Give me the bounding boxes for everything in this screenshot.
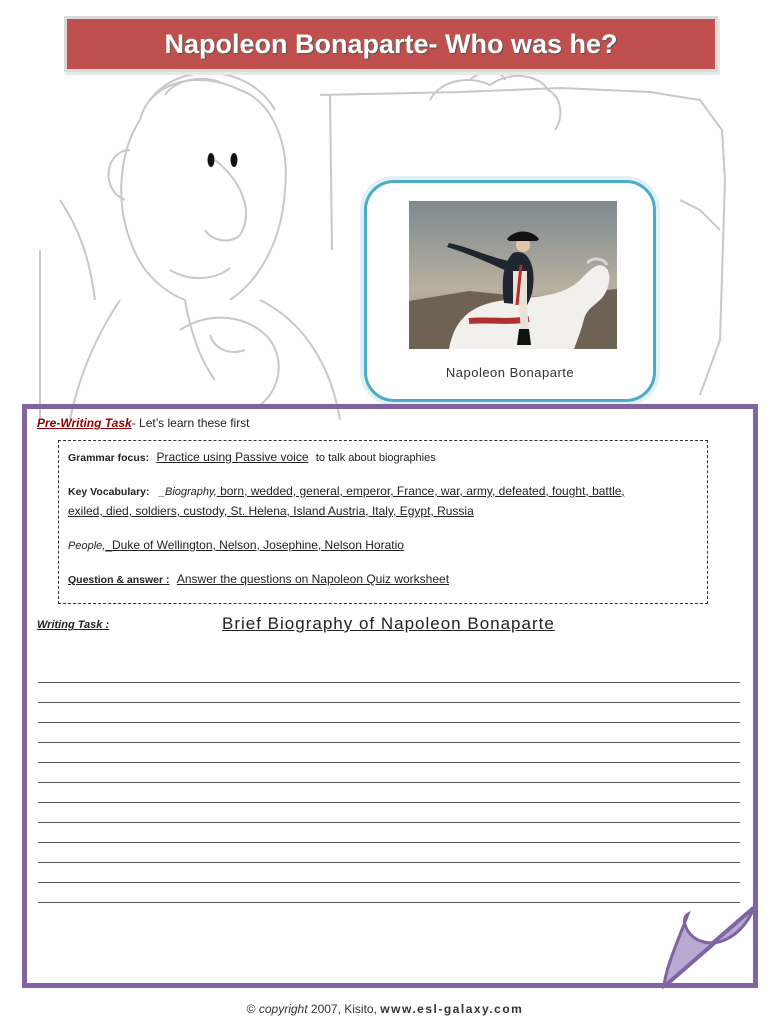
people-value: _Duke of Wellington, Nelson, Josephine, Nelson Horatio [105,538,404,552]
copyright-year-author: 2007, Kisito, [310,1002,377,1016]
vocabulary-line1: born, wedded, general, emperor, France, war, army, defeated, fought, battle, [216,484,625,498]
pre-writing-label: Pre-Writing Task [37,416,132,430]
writing-line[interactable] [38,743,740,763]
people-label: People, [68,540,106,552]
title-banner [64,16,718,72]
vocabulary-lead: _Biography, [158,486,217,498]
writing-line[interactable] [38,823,740,843]
writing-task-label: Writing Task : [37,619,110,631]
qa-row [68,572,449,586]
writing-line[interactable] [38,703,740,723]
pre-writing-heading [37,416,250,430]
grammar-value: Practice using Passive voice [156,450,309,464]
writing-task-title: Brief Biography of Napoleon Bonaparte [222,614,555,633]
napoleon-painting-image [409,201,617,349]
writing-line[interactable] [38,803,740,823]
writing-line[interactable] [38,883,740,903]
copyright-footer [0,1002,770,1016]
grammar-suffix: to talk about biographies [315,452,436,464]
vocabulary-label: Key Vocabulary: [68,486,150,498]
writing-line[interactable] [38,663,740,683]
qa-label: Question & answer : [68,574,170,586]
people-row [68,538,404,552]
qa-value: Answer the questions on Napoleon Quiz worksheet [176,572,450,586]
grammar-row [68,450,436,464]
copyright-word: copyright [258,1002,308,1016]
grammar-label: Grammar focus: [68,452,150,464]
portrait-card [364,180,656,402]
page-curl-decoration [650,906,762,994]
writing-line[interactable] [38,843,740,863]
writing-line[interactable] [38,723,740,743]
writing-line[interactable] [38,683,740,703]
portrait-caption: Napoleon Bonaparte [445,365,575,380]
page-title: Napoleon Bonaparte- Who was he? [164,28,618,59]
site-url: www.esl-galaxy.com [380,1002,524,1016]
pre-writing-text: - Let’s learn these first [131,416,250,430]
writing-lines[interactable] [38,663,740,903]
writing-line[interactable] [38,863,740,883]
writing-line[interactable] [38,783,740,803]
vocabulary-line2: exiled, died, soldiers, custody, St. Helena, Island Austria, Italy, Egypt, Russia [68,504,474,518]
copyright-symbol: © [246,1002,256,1016]
vocabulary-row [68,484,625,498]
writing-line[interactable] [38,763,740,783]
